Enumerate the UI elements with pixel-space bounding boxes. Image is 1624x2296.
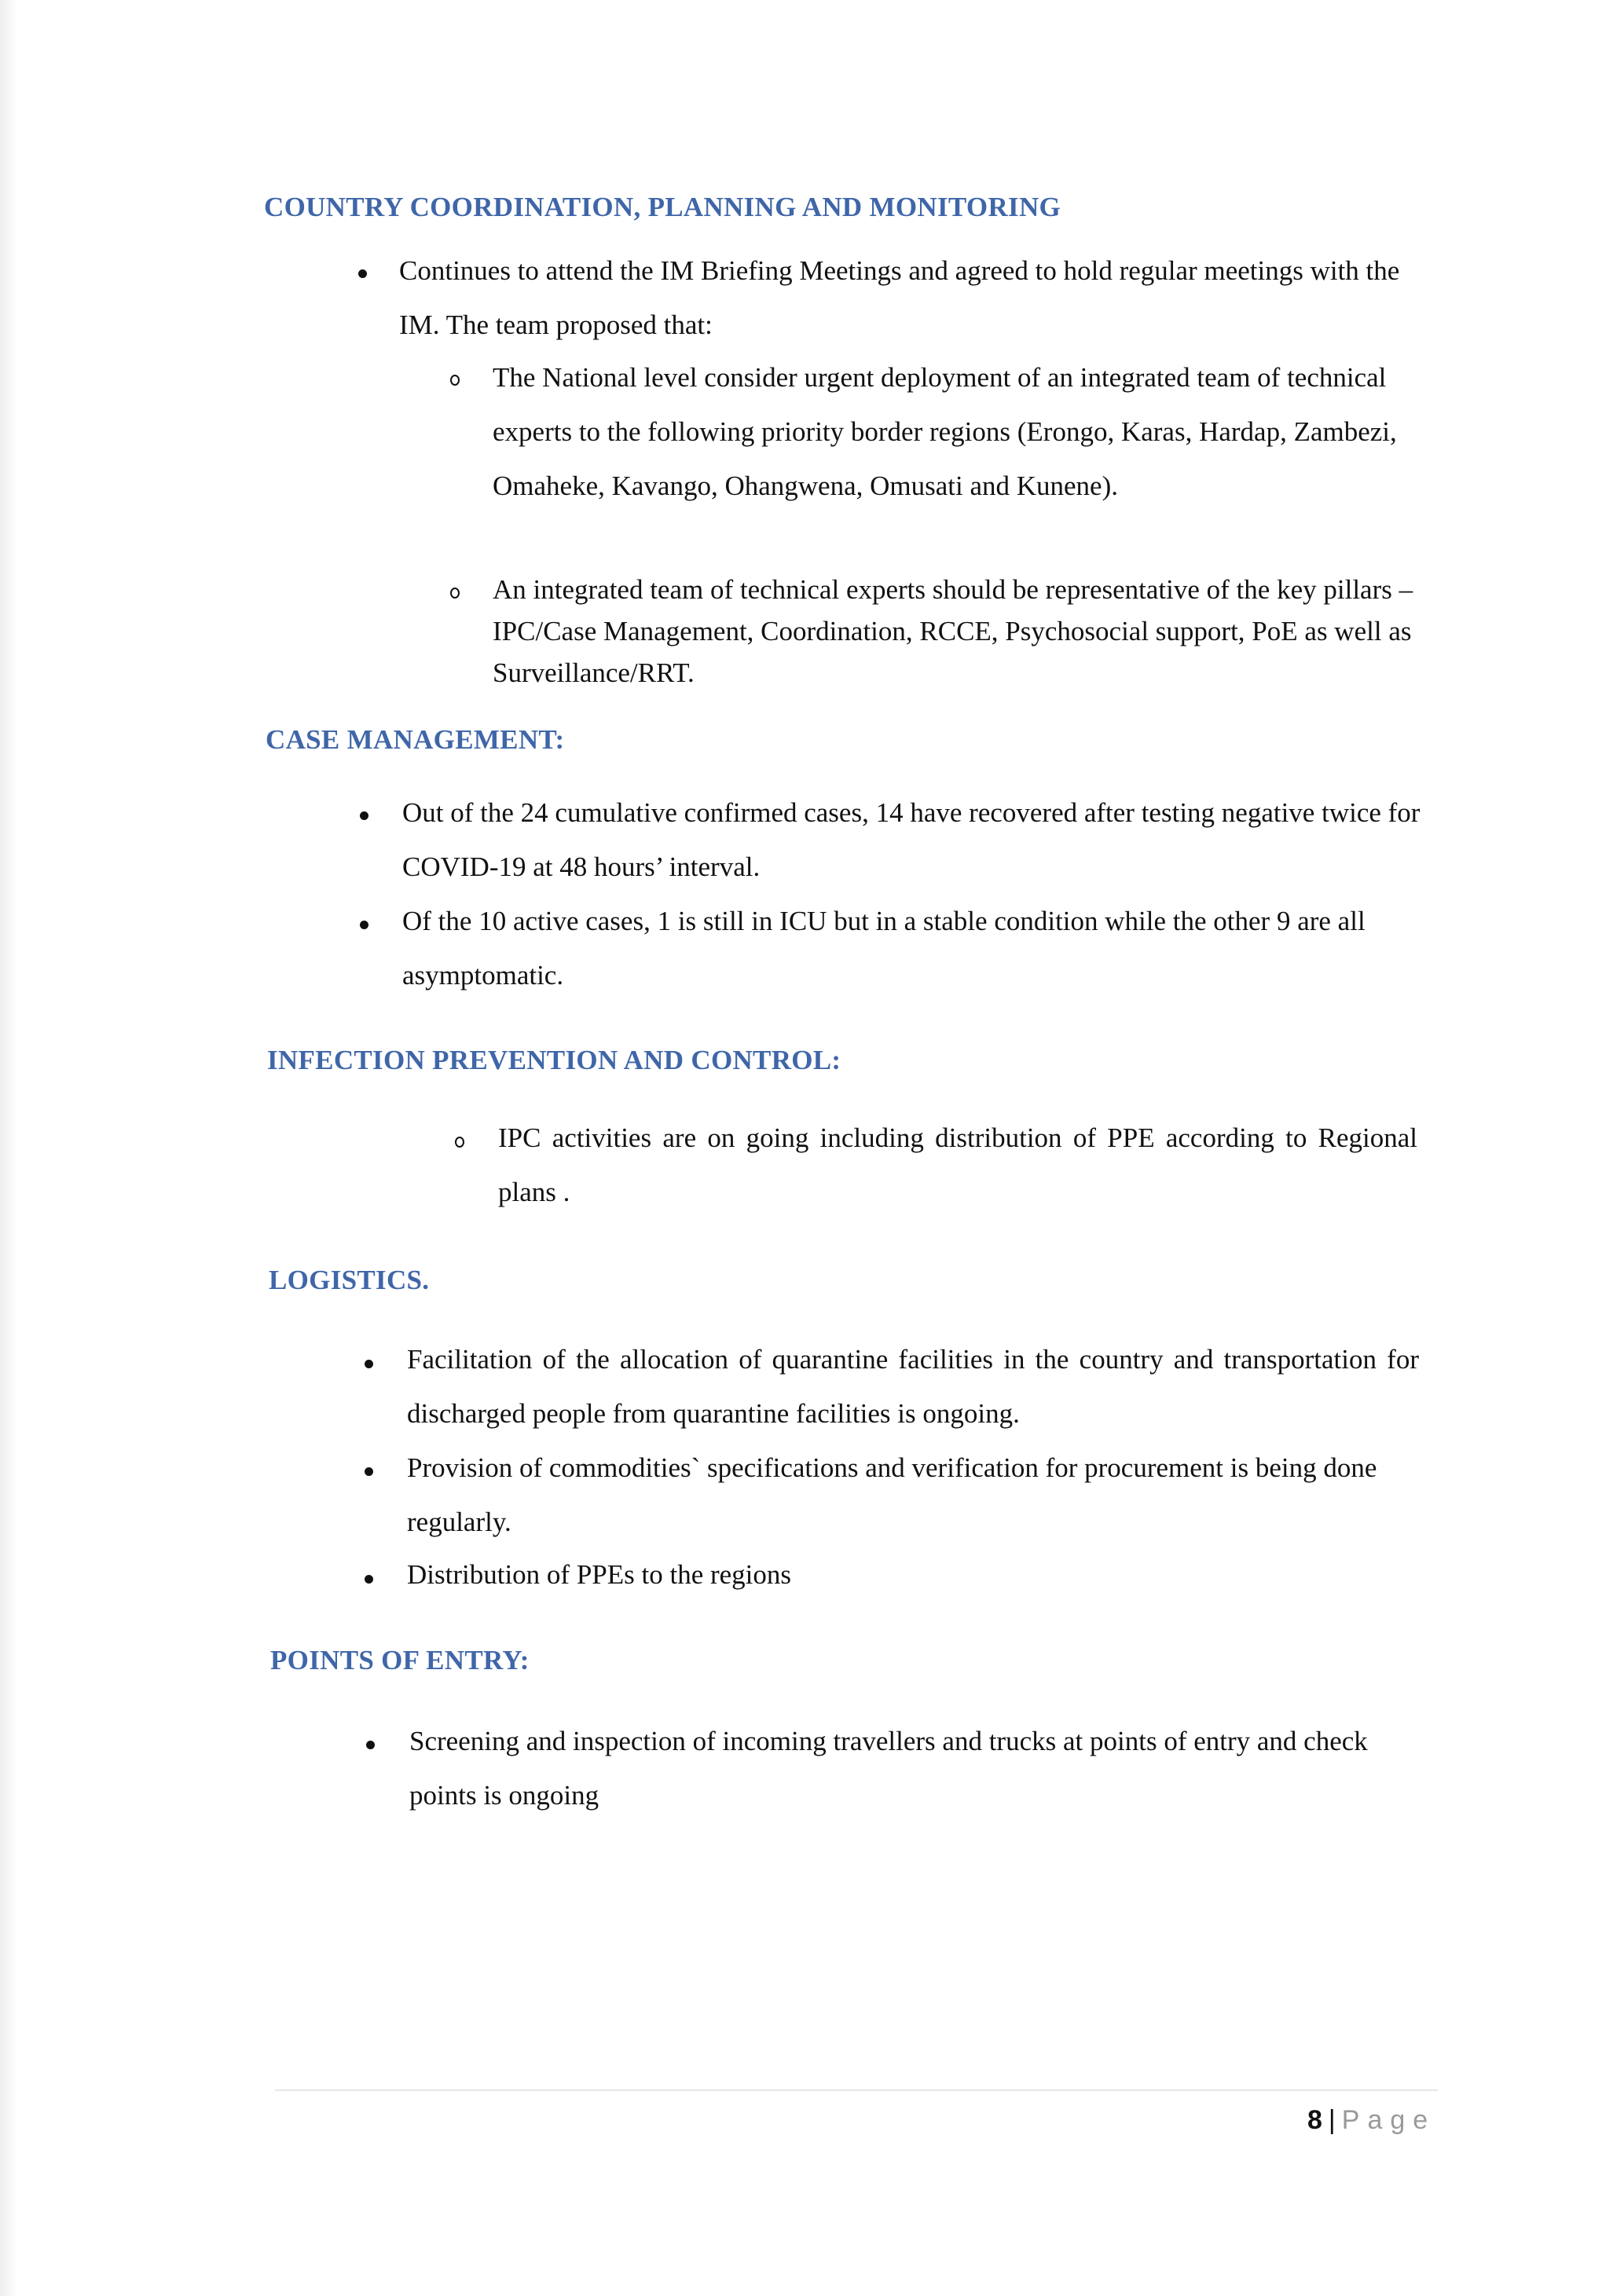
case-management-bullet-1: Out of the 24 cumulative confirmed cases, 14 have recovered after testing negative twice for COVID-19 at 48 hours’ interval. — [402, 797, 1421, 882]
page-footer — [1307, 2105, 1435, 2136]
bullet-circle-icon — [450, 588, 460, 599]
bullet-disc-icon — [360, 921, 368, 929]
page-number: 8 — [1307, 2105, 1322, 2135]
page-label: Page — [1341, 2105, 1436, 2135]
coordination-bullet-1: Continues to attend the IM Briefing Meetings and agreed to hold regular meetings with the IM. The team proposed that: — [399, 255, 1400, 340]
bullet-disc-icon — [360, 811, 368, 820]
bullet-circle-icon — [455, 1137, 464, 1148]
logistics-bullet-3: Distribution of PPEs to the regions — [407, 1559, 792, 1590]
ipc-bullet-1: IPC activities are on going including distribution of PPE according to Regional plans . — [498, 1122, 1417, 1207]
bullet-disc-icon — [365, 1575, 373, 1584]
section-heading-ipc: INFECTION PREVENTION AND CONTROL: — [267, 1045, 841, 1075]
bullet-circle-icon — [450, 375, 460, 386]
case-management-bullet-2: Of the 10 active cases, 1 is still in ICU but in a stable condition while the other 9 are all asymptomatic. — [402, 906, 1366, 991]
bullet-disc-icon — [358, 269, 367, 278]
bullet-disc-icon — [366, 1741, 375, 1749]
bullet-disc-icon — [365, 1360, 373, 1368]
points-of-entry-bullet-1: Screening and inspection of incoming travellers and trucks at points of entry and check points is ongoing — [409, 1726, 1368, 1811]
logistics-bullet-2: Provision of commodities` specifications and verification for procurement is being done regularly. — [407, 1452, 1377, 1537]
section-heading-case-management: CASE MANAGEMENT: — [266, 724, 565, 755]
section-heading-logistics: LOGISTICS. — [269, 1265, 430, 1295]
section-heading-points-of-entry: POINTS OF ENTRY: — [270, 1645, 530, 1675]
logistics-bullet-1: Facilitation of the allocation of quarantine facilities in the country and transportation for discharged people from quarantine facilities is ongoing. — [407, 1344, 1419, 1429]
coordination-sub-bullet-2: An integrated team of technical experts should be representative of the key pillars – IPC/Case Management, Coordination, RCCE, Psychosocial support, PoE as well as Surveillance/RRT. — [493, 574, 1413, 688]
bullet-disc-icon — [365, 1467, 373, 1476]
page-edge-shadow — [0, 0, 17, 2296]
coordination-sub-bullet-1: The National level consider urgent deployment of an integrated team of technical experts to the following priority border regions (Erongo, Karas, Hardap, Zambezi, Omaheke, Kavango, Ohangwena, Omusati and Kunene). — [493, 362, 1397, 501]
section-heading-coordination: COUNTRY COORDINATION, PLANNING AND MONITORING — [264, 192, 1061, 222]
footer-divider — [275, 2089, 1438, 2091]
footer-separator: | — [1328, 2105, 1336, 2135]
